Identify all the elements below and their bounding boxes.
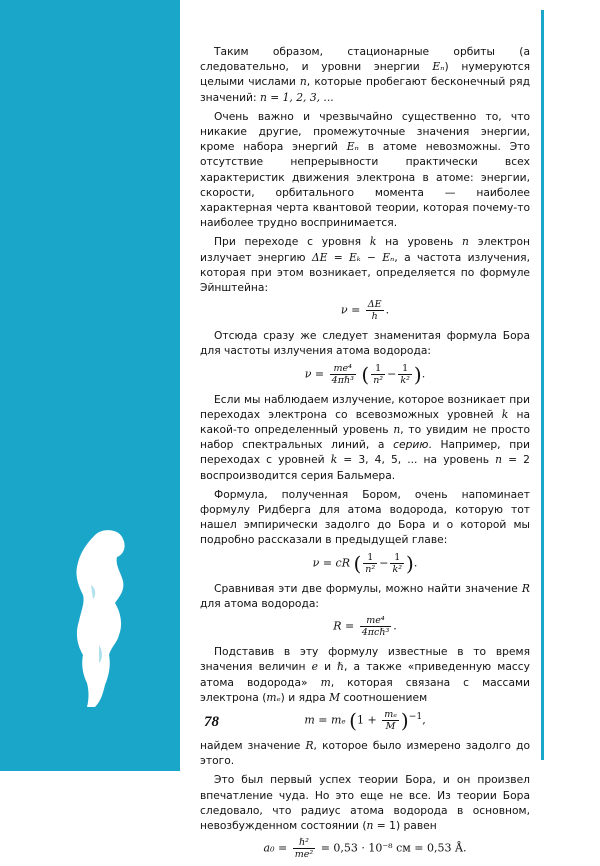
- formula-bohr-radius: a₀ = ℏ² me² = 0,53 · 10⁻⁸ см = 0,53 Å.: [263, 837, 467, 861]
- human-silhouette-illustration: [65, 525, 180, 715]
- paragraph-3: При переходе с уровня k на уровень n электрон излучает энергию ΔE = Eₖ − Eₙ, а частота излучения, которая при этом возникает, определяется по формуле Эйнштейна:: [200, 235, 531, 295]
- formula-rydberg-constant: R = me⁴ 4πcℏ³ .: [333, 615, 397, 639]
- right-margin-rule: [541, 10, 544, 760]
- paragraph-1: Таким образом, стационарные орбиты (а следовательно, и уровни энергии Eₙ) нумеруются целыми числами n, которые пробегают бесконечный ряд значений: n = 1, 2, 3, ...: [200, 45, 530, 104]
- page-number: 78: [204, 714, 219, 730]
- formula-einstein: ν = $\frac{\Delta E}{h}$ .: [340, 299, 390, 323]
- paragraph-5: Если мы наблюдаем излучение, которое возникает при переходах электрона со всевозможных уровней k на какой-то определенный уровень n, то увидим не просто набор спектральных линий, а серию. Например, при переходах с уровней k = 3, 4, 5, ... на уровень n = 2 воспроизводится серия Бальмера.: [200, 392, 530, 482]
- paragraph-4: Отсюда сразу же следует знаменитая формула Бора для частоты излучения атома водорода:: [200, 329, 530, 358]
- page-body: [200, 44, 530, 866]
- paragraph-2: Очень важно и чрезвычайно существенно то, что никакие другие, промежуточные значения энергии, кроме набора энергий Eₙ в атоме невозможны. Это отсутствие непрерывности практически всех характеристик движения электрона в атоме: энергии, скорости, орбитального момента — наиболее характерная черта квантовой теории, которая почему-то наиболее трудно воспринимается.: [200, 109, 530, 230]
- formula-reduced-mass: m = mₑ (1 + $\frac{\text{mₑ}}{M}$ )$^{-1}$,: [304, 708, 426, 733]
- paragraph-9: найдем значение R, которое было измерено задолго до этого.: [200, 738, 531, 768]
- formula-rydberg: ν = cR ( $\frac{1}{\text{n²}}$ − $\frac{1}{\text{k²}}$ ).: [312, 551, 418, 576]
- paragraph-7: Сравнивая эти две формулы, можно найти значение R для атома водорода:: [200, 581, 530, 610]
- paragraph-10: Это был первый успех теории Бора, и он произвел впечатление чуда. Но это еще не все. Из теории Бора следовало, что радиус атома водорода в основном, невозбужденном состоянии (n = 1) равен: [200, 773, 530, 832]
- formula-bohr: ν = me⁴ 4πℏ³ ( $\frac{1}{\text{n²}}$ − $\frac{1}{\text{k²}}$ ).: [304, 362, 426, 387]
- paragraph-8: Подставив в эту формулу известные в то время значения величин e и ℏ, а также «приведенную массу атома водорода» m, которая связана с массами электрона (mₑ) и ядра M соотношением: [200, 645, 530, 704]
- paragraph-6: Формула, полученная Бором, очень напоминает формулу Ридберга для атома водорода, которую тот нашел эмпирически задолго до Бора и о которой мы подробно рассказали в предыдущей главе:: [200, 487, 530, 547]
